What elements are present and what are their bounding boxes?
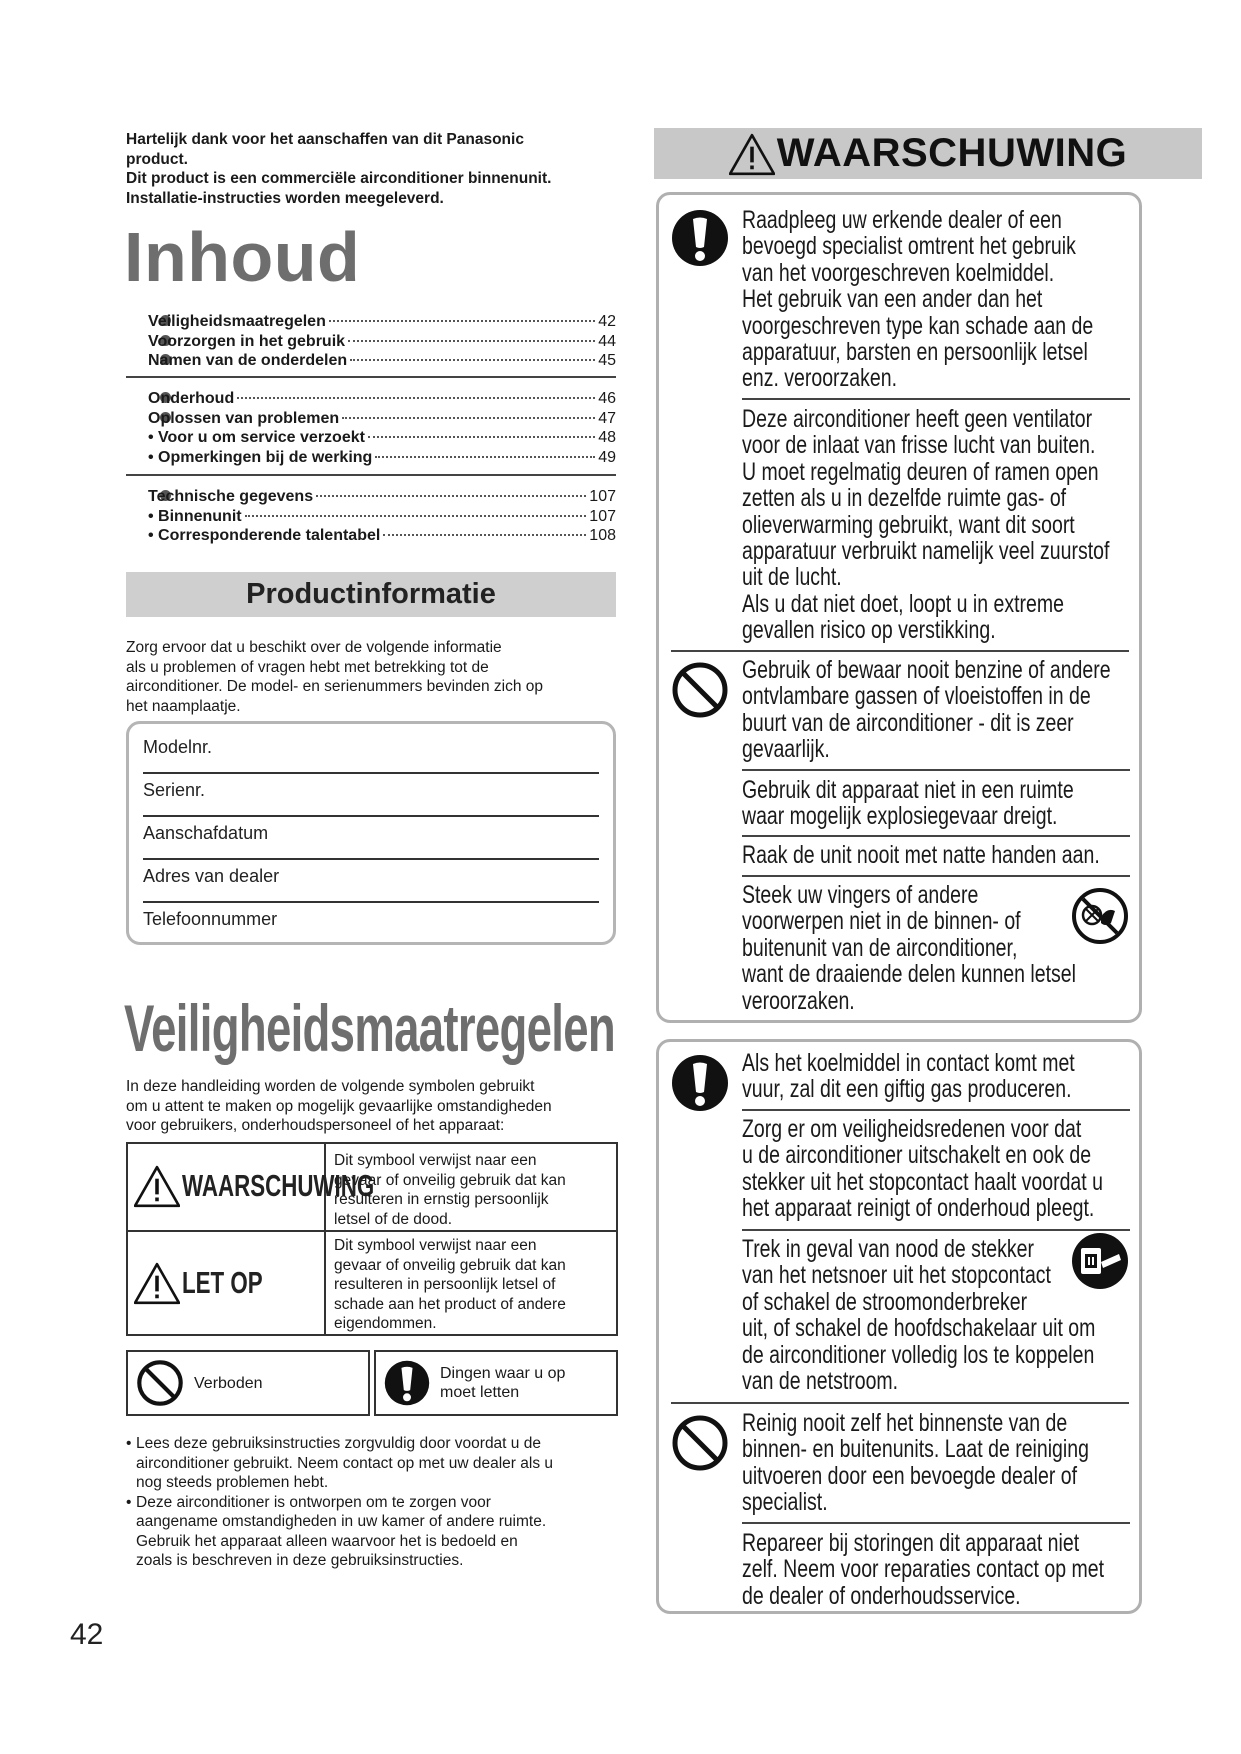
text-line: Gebruik het apparaat alleen waarvoor het is bedoeld en — [136, 1532, 518, 1550]
toc-entry[interactable] — [126, 351, 616, 371]
text-line: apparatuur, barsten en persoonlijk letsel — [742, 338, 1088, 367]
text-line: het apparaat reinigt of onderhoud pleegt. — [742, 1194, 1095, 1223]
text-line: specialist. — [742, 1488, 828, 1517]
toc-group — [126, 487, 616, 546]
text-line: gevaarlijk. — [742, 735, 830, 764]
phone-number-field[interactable]: Telefoonnummer — [143, 909, 278, 929]
item-separator — [742, 835, 1130, 837]
note-item — [126, 1493, 626, 1571]
text-line: Dit symbool verwijst naar een — [334, 1237, 537, 1254]
dot-leader — [350, 359, 595, 361]
text-line: Steek uw vingers of andere — [742, 881, 979, 909]
toc-entry-label: • Corresponderende talentabel — [148, 527, 381, 545]
warning-panel — [656, 192, 1142, 1023]
text-line: om u attent te maken op mogelijk gevaarlijke omstandigheden — [126, 1097, 552, 1115]
text-line: airconditioner. De model- en serienummers bevinden zich op — [126, 678, 543, 695]
text-line: moet letten — [440, 1384, 520, 1401]
text-line: bevoegd specialist omtrent het gebruik — [742, 232, 1076, 261]
text-line: binnen- en buitenunits. Laat de reiniging — [742, 1435, 1089, 1464]
text-line: van de netstroom. — [742, 1367, 899, 1396]
dot-leader — [329, 320, 595, 322]
toc-entry-page: 45 — [598, 352, 616, 370]
text-line: gevaar of onveilig gebruik dat kan — [334, 1171, 566, 1189]
toc-entry-label — [126, 389, 234, 409]
mustdo-label — [440, 1364, 565, 1402]
text-line: ontvlambare gassen of vloeistoffen in de — [742, 682, 1091, 711]
toc-entry-text: Veiligheidsmaatregelen — [148, 313, 326, 330]
text-line: In deze handleiding worden de volgende symbolen gebruikt — [126, 1078, 535, 1095]
warning-item — [742, 882, 1124, 1014]
text-line: zoals is beschreven in deze gebruiksinstructies. — [136, 1552, 464, 1569]
toc-entry-label — [126, 487, 313, 507]
text-line: • Lees deze gebruiksinstructies zorgvuldig door voordat u de — [136, 1435, 541, 1452]
warning-label: WAARSCHUWING — [182, 1168, 375, 1203]
warning-heading — [654, 128, 1202, 179]
toc-entry-page: 47 — [598, 409, 616, 427]
toc-entry-text: Oplossen van problemen — [148, 409, 340, 427]
text-line: de airconditioner volledig los te koppelen — [742, 1340, 1095, 1369]
text-line: Het gebruik van een ander dan het — [742, 285, 1043, 314]
intro-line: Dit product is een commerciële airconditioner binnenunit. — [126, 170, 552, 187]
text-line: Zorg ervoor dat u beschikt over de volgende informatie — [126, 639, 502, 656]
toc-entry[interactable] — [126, 448, 616, 468]
text-line: buitenunit van de airconditioner, — [742, 933, 1018, 962]
dot-leader — [342, 417, 595, 419]
warning-item — [742, 1236, 1124, 1394]
product-info-heading: Productinformatie — [126, 572, 616, 617]
forbidden-legend — [126, 1350, 370, 1416]
text-line: Dingen waar u op — [440, 1365, 566, 1382]
warning-item — [742, 1116, 1124, 1222]
text-line: uitvoeren door een bevoegde dealer of — [742, 1461, 1078, 1490]
text-line: voor de inlaat van frisse lucht van buiten. — [742, 431, 1096, 460]
warning-item — [742, 842, 1124, 868]
exclamation-icon — [384, 1360, 430, 1406]
toc-entry-page: 107 — [589, 488, 616, 505]
toc-entry[interactable] — [126, 409, 616, 429]
toc-entry[interactable] — [126, 428, 616, 448]
usage-notes — [126, 1434, 626, 1571]
no-fingers-fan-icon — [1071, 887, 1129, 945]
toc-entry-label: • Opmerkingen bij de werking — [148, 449, 373, 467]
text-line: • Deze airconditioner is ontworpen om te zorgen voor — [136, 1493, 491, 1511]
toc-entry[interactable] — [126, 487, 616, 507]
item-separator — [742, 1522, 1130, 1524]
intro-line: Installatie-instructies worden meegeleverd. — [126, 189, 444, 207]
text-line: nog steeds problemen hebt. — [136, 1474, 329, 1491]
forbidden-label: Verboden — [194, 1374, 263, 1392]
text-line: waar mogelijk explosiegevaar dreigt. — [742, 802, 1058, 831]
field-underline — [143, 815, 599, 817]
item-separator — [671, 1402, 1129, 1404]
toc-entry[interactable] — [126, 312, 616, 332]
toc-entry-text: Voorzorgen in het gebruik — [148, 332, 346, 350]
text-line: olieverwarming gebruikt, want dit soort — [742, 510, 1075, 539]
text-line: airconditioner gebruikt. Neem contact op met uw dealer als u — [136, 1454, 553, 1472]
toc-entry[interactable] — [126, 389, 616, 409]
intro-line: product. — [126, 150, 188, 168]
serial-number-field[interactable]: Serienr. — [143, 780, 206, 800]
text-line: Gebruik of bewaar nooit benzine of andere — [742, 656, 1111, 684]
text-line: Reinig nooit zelf het binnenste van de — [742, 1409, 1068, 1437]
toc-group — [126, 389, 616, 468]
field-underline — [143, 901, 599, 903]
text-line: stekker uit het stopcontact haalt voordat u — [742, 1167, 1103, 1196]
unplug-icon — [1071, 1232, 1129, 1290]
item-separator — [742, 769, 1130, 771]
dealer-address-field[interactable]: Adres van dealer — [143, 866, 280, 886]
text-line: want de draaiende delen kunnen letsel — [742, 960, 1076, 989]
caution-triangle-icon — [134, 1261, 180, 1305]
text-line: apparatuur verbruikt namelijk veel zuurstof — [742, 537, 1110, 566]
toc-entry-text: Technische gegevens — [148, 488, 314, 505]
toc-entry-label — [126, 409, 339, 429]
safety-intro — [126, 1077, 626, 1136]
warning-item — [742, 406, 1124, 644]
toc-entry-page: 44 — [598, 332, 616, 350]
text-line: Trek in geval van nood de stekker — [742, 1235, 1034, 1263]
text-line: eigendommen. — [334, 1315, 437, 1332]
text-line: Als het koelmiddel in contact komt met — [742, 1049, 1075, 1077]
model-number-field[interactable]: Modelnr. — [143, 737, 213, 757]
toc-separator — [126, 474, 616, 476]
text-line: van het voorgeschreven koelmiddel. — [742, 258, 1055, 287]
toc-separator — [126, 376, 616, 378]
item-separator — [742, 1229, 1130, 1231]
warning-item — [742, 1530, 1124, 1609]
warning-triangle-icon — [134, 1164, 180, 1208]
caution-symbol — [134, 1261, 294, 1305]
text-line: U moet regelmatig deuren of ramen open — [742, 457, 1099, 486]
purchase-date-field[interactable]: Aanschafdatum — [143, 823, 269, 843]
text-line: Raak de unit nooit met natte handen aan. — [742, 841, 1100, 869]
item-separator — [742, 875, 1130, 877]
toc-group — [126, 312, 616, 371]
dot-leader — [245, 515, 587, 517]
text-line: het naamplaatje. — [126, 697, 241, 715]
text-line: gevallen risico op verstikking. — [742, 616, 996, 645]
warning-heading-text: WAARSCHUWING — [776, 131, 1128, 175]
intro-line: Hartelijk dank voor het aanschaffen van dit Panasonic — [126, 131, 524, 148]
toc-entry-text: Namen van de onderdelen — [148, 352, 348, 370]
text-line: de dealer of onderhoudsservice. — [742, 1581, 1021, 1610]
dot-leader — [368, 436, 595, 438]
warning-description — [334, 1151, 610, 1229]
exclamation-icon — [671, 209, 729, 267]
toc-entry-page: 107 — [589, 507, 616, 525]
text-line: resulteren in ernstig persoonlijk — [334, 1191, 549, 1208]
toc-entry-label — [126, 312, 326, 332]
intro-text — [126, 130, 626, 208]
text-line: Dit symbool verwijst naar een — [334, 1152, 537, 1169]
safety-title: Veiligheidsmaatregelen — [124, 991, 616, 1065]
warning-item — [742, 1410, 1124, 1516]
caution-label: LET OP — [182, 1265, 263, 1300]
warning-item — [742, 1050, 1124, 1103]
text-line: Repareer bij storingen dit apparaat niet — [742, 1529, 1080, 1557]
toc-entry-page: 42 — [598, 313, 616, 330]
caution-description — [334, 1236, 610, 1334]
toc-entry[interactable] — [126, 507, 616, 527]
dot-leader — [237, 397, 595, 399]
toc-entry-label: • Voor u om service verzoekt — [148, 429, 365, 447]
text-line: Zorg er om veiligheidsredenen voor dat — [742, 1115, 1082, 1143]
product-info-text — [126, 638, 621, 716]
text-line: u de airconditioner uitschakelt en ook de — [742, 1141, 1092, 1170]
warning-panel — [656, 1039, 1142, 1614]
warning-item — [742, 657, 1124, 763]
toc-entry-label: • Binnenunit — [148, 507, 242, 525]
text-line: als u problemen of vragen hebt met betrekking tot de — [126, 658, 489, 676]
toc-entry-label — [126, 332, 345, 352]
text-line: uit, of schakel de hoofdschakelaar uit om — [742, 1314, 1096, 1343]
text-line: aangename omstandigheden in uw kamer of andere ruimte. — [136, 1513, 547, 1530]
text-line: zetten als u in dezelfde ruimte gas- of — [742, 484, 1067, 513]
mustdo-legend — [374, 1350, 618, 1416]
warning-triangle-icon — [729, 132, 775, 176]
text-line: voorwerpen niet in de binnen- of — [742, 907, 1021, 936]
dot-leader — [348, 340, 595, 342]
text-line: Gebruik dit apparaat niet in een ruimte — [742, 776, 1074, 804]
text-line: gevaar of onveilig gebruik dat kan — [334, 1256, 566, 1274]
toc-entry[interactable] — [126, 526, 616, 546]
field-underline — [143, 858, 599, 860]
toc-title: Inhoud — [124, 218, 361, 296]
toc-entry-page: 108 — [589, 527, 616, 545]
text-line: voorgeschreven type kan schade aan de — [742, 311, 1094, 340]
text-line: enz. veroorzaken. — [742, 364, 898, 393]
toc-entry-page: 49 — [598, 449, 616, 467]
text-line: zelf. Neem voor reparaties contact op met — [742, 1555, 1105, 1584]
item-separator — [742, 1109, 1130, 1111]
dot-leader — [316, 495, 586, 497]
exclamation-icon — [671, 1054, 729, 1112]
symbol-table — [126, 1142, 618, 1336]
text-line: schade aan het product of andere — [334, 1295, 566, 1313]
prohibition-icon — [671, 661, 729, 719]
item-separator — [742, 398, 1130, 400]
text-line: Raadpleeg uw erkende dealer of een — [742, 206, 1062, 234]
text-line: buurt van de airconditioner - dit is zeer — [742, 708, 1074, 737]
product-info-form — [126, 721, 616, 945]
page-number: 42 — [70, 1618, 104, 1651]
toc-entry-label — [126, 351, 347, 371]
text-line: of schakel de stroomonderbreker — [742, 1287, 1028, 1316]
text-line: vuur, zal dit een giftig gas produceren. — [742, 1075, 1072, 1104]
dot-leader — [375, 456, 595, 458]
toc-entry[interactable] — [126, 332, 616, 352]
text-line: voor gebruikers, onderhoudspersoneel of het apparaat: — [126, 1117, 505, 1134]
text-line: Deze airconditioner heeft geen ventilator — [742, 405, 1093, 433]
field-underline — [143, 772, 599, 774]
text-line: veroorzaken. — [742, 986, 855, 1015]
toc-entry-page: 46 — [598, 390, 616, 407]
warning-item — [742, 777, 1124, 830]
text-line: resulteren in persoonlijk letsel of — [334, 1276, 556, 1293]
item-separator — [671, 650, 1129, 652]
note-item — [126, 1434, 626, 1493]
text-line: uit de lucht. — [742, 563, 842, 592]
table-divider — [128, 1230, 616, 1232]
toc-entry-page: 48 — [598, 429, 616, 447]
dot-leader — [383, 534, 586, 536]
prohibition-icon — [136, 1359, 184, 1407]
text-line: van het netsnoer uit het stopcontact — [742, 1261, 1051, 1290]
warning-item — [742, 207, 1124, 392]
toc-entry-text: Onderhoud — [148, 390, 235, 407]
text-line: Als u dat niet doet, loopt u in extreme — [742, 589, 1064, 618]
text-line: letsel of de dood. — [334, 1210, 453, 1228]
prohibition-icon — [671, 1414, 729, 1472]
